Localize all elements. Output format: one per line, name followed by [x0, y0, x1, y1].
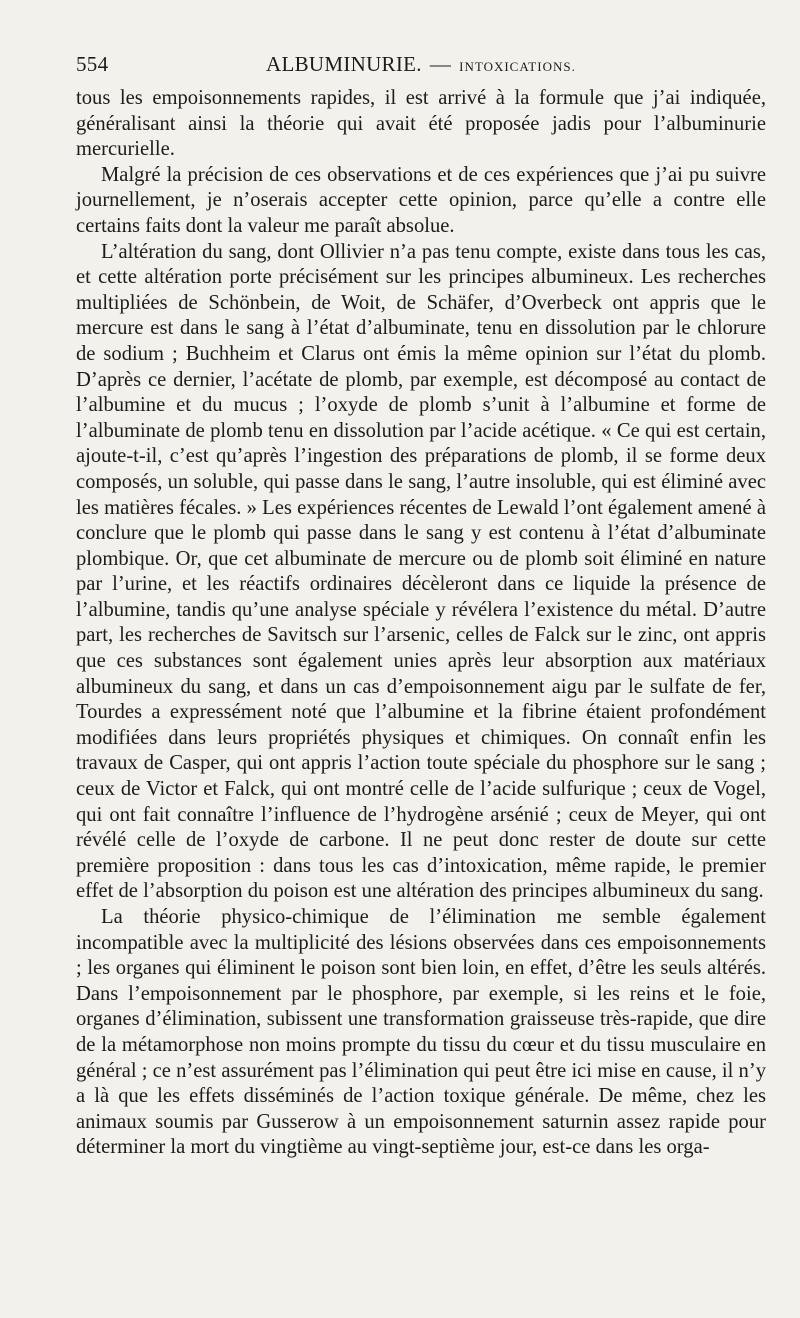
chapter-title: ALBUMINURIE.: [266, 52, 422, 76]
body-text: [76, 86, 766, 1161]
running-header: [76, 52, 766, 86]
page-number: 554: [76, 52, 109, 76]
title-separator: —: [429, 52, 452, 76]
paragraph: La théorie physico-chimique de l’élimination me semble également incompatible avec la multiplicité des lésions observées dans ces empoisonnements ; les organes qui éliminent le poison sont bien loin, en effet, d’être les seuls altérés. Dans l’empoisonnement par le phosphore, par exemple, si les reins et le foie, organes d’élimination, subissent une transformation graisseuse très-rapide, que dire de la métamorphose non moins prompte du tissu du cœur et du tissu musculaire en général ; ce n’est assurément pas l’élimination qui peut être ici mise en cause, il n’y a là que les effets disséminés de l’action toxique générale. De même, chez les animaux soumis par Gusserow à un empoisonnement saturnin assez rapide pour déterminer la mort du vingtième au vingt-septième jour, est-ce dans les orga-: [76, 906, 766, 1159]
section-title: INTOXICATIONS.: [459, 59, 576, 74]
paragraph: L’altération du sang, dont Ollivier n’a pas tenu compte, existe dans tous les cas, et cette altération porte précisément sur les principes albumineux. Les recherches multipliées de Schönbein, de Woit, de Schäfer, d’Overbeck ont appris que le mercure est dans le sang à l’état d’albuminate, tenu en dissolution par le chlorure de sodium ; Buchheim et Clarus ont émis la même opinion sur l’état du plomb. D’après ce dernier, l’acétate de plomb, par exemple, est décomposé au contact de l’albumine et du mucus ; l’oxyde de plomb s’unit à l’albumine et forme de l’albuminate de plomb tenu en dissolution par l’acide acétique. « Ce qui est certain, ajoute-t-il, c’est qu’après l’ingestion des préparations de plomb, il se forme deux composés, un soluble, qui passe dans le sang, l’autre insoluble, qui est éliminé avec les matières fécales. » Les expériences récentes de Lewald l’ont également amené à conclure que le plomb qui passe dans le sang y est contenu à l’état d’albuminate plombique. Or, que cet albuminate de mercure ou de plomb soit éliminé en nature par l’urine, et les réactifs ordinaires décèleront dans ce liquide la présence de l’albumine, tandis qu’une analyse spéciale y révélera l’existence du métal. D’autre part, les recherches de Savitsch sur l’arsenic, celles de Falck sur le zinc, ont appris que ces substances sont également unies après leur absorption aux matériaux albumineux du sang, et dans un cas d’empoisonnement aigu par le sulfate de fer, Tourdes a expressément noté que l’albumine et la fibrine étaient profondément modifiées dans leurs propriétés physiques et chimiques. On connaît enfin les travaux de Casper, qui ont appris l’action toute spéciale du phosphore sur le sang ; ceux de Victor et Falck, qui ont montré celle de l’acide sulfurique ; ceux de Vogel, qui ont fait connaître l’influence de l’hydrogène arsénié ; ceux de Meyer, qui ont révélé celle de l’oxyde de carbone. Il ne peut donc rester de doute sur cette première proposition : dans tous les cas d’intoxication, même rapide, le premier effet de l’absorption du poison est une altération des principes albumineux du sang.: [76, 240, 766, 903]
paragraph-continuation: tous les empoisonnements rapides, il est arrivé à la formule que j’ai indiquée, généralisant ainsi la théorie qui avait été proposée jadis pour l’albuminurie mercurielle.: [76, 87, 766, 161]
paragraph: Malgré la précision de ces observations et de ces expériences que j’ai pu suivre journellement, je n’oserais accepter cette opinion, parce qu’elle a contre elle certains faits dont la valeur me paraît absolue.: [76, 163, 766, 237]
running-title: [266, 52, 576, 77]
